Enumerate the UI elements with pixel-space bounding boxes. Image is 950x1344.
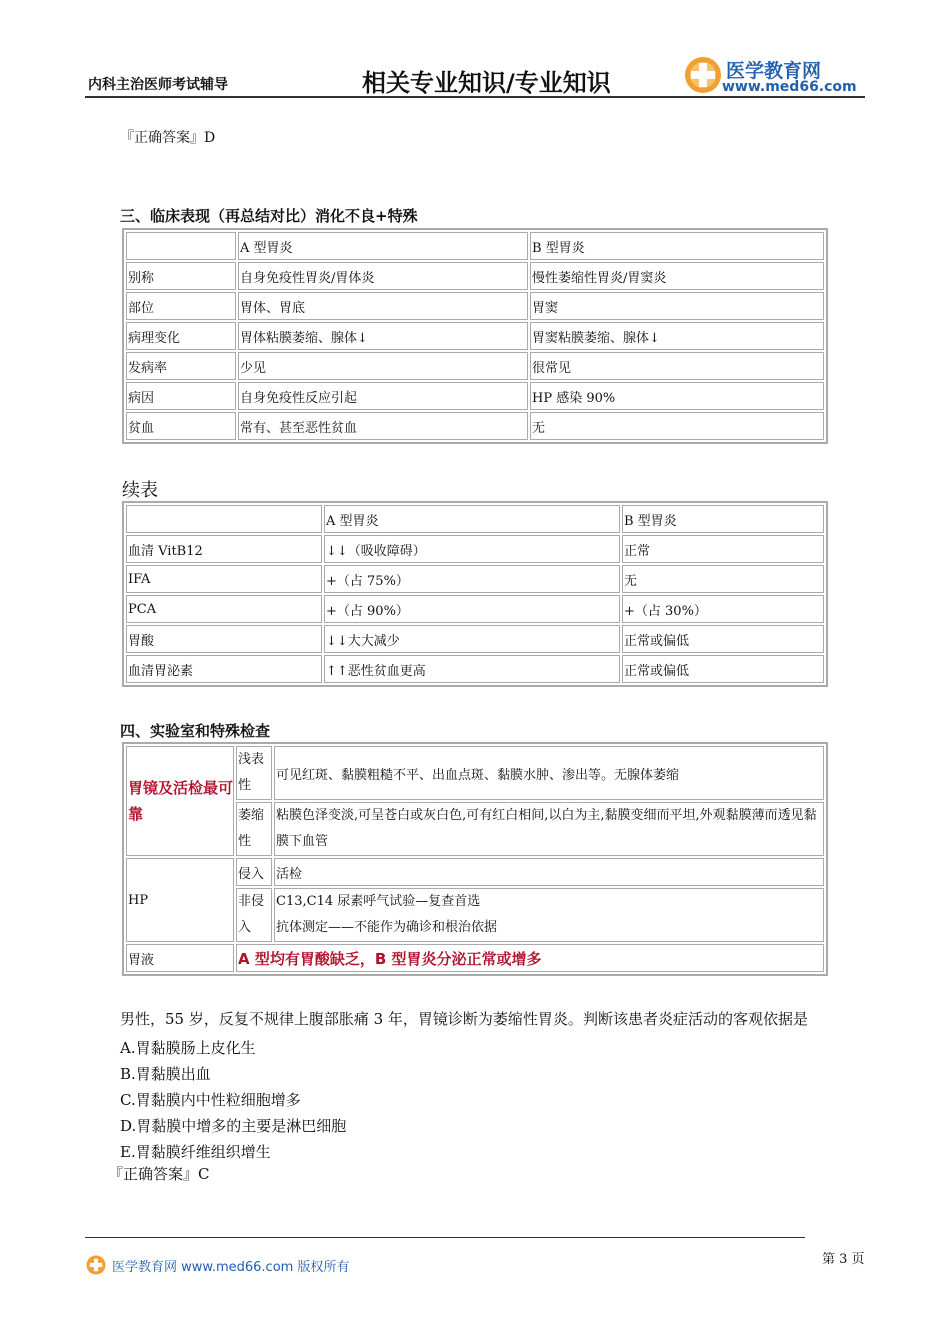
gastric-juice-text: A 型均有胃酸缺乏，B 型胃炎分泌正常或增多 (236, 944, 824, 972)
table-row (126, 412, 824, 440)
table-cell: 活检 (274, 858, 824, 886)
previous-answer: 『正确答案』D (120, 130, 216, 146)
row-label: 部位 (126, 292, 236, 320)
lab-tests-table (122, 742, 828, 976)
table-cell: 慢性萎缩性胃炎/胃窦炎 (530, 262, 824, 290)
row-label: 血清胃泌素 (126, 655, 322, 683)
row-label: 胃酸 (126, 625, 322, 653)
table-row (126, 352, 824, 380)
table-cell: +（占 90%） (324, 595, 620, 623)
header-title: 相关专业知识/专业知识 (362, 69, 611, 97)
row-label: IFA (126, 565, 322, 593)
logo-url[interactable]: www.med66.com (722, 79, 857, 95)
table-header-cell: B 型胃炎 (622, 505, 824, 533)
question-options (120, 1035, 346, 1165)
table-cell: 无 (530, 412, 824, 440)
table-row (126, 322, 824, 350)
table-row (126, 565, 824, 593)
row-label: 病因 (126, 382, 236, 410)
header-course-label: 内科主治医师考试辅导 (88, 77, 228, 93)
table-row (126, 746, 824, 800)
table-row (126, 858, 824, 886)
hp-method-line: C13,C14 尿素呼气试验—复查首选 (276, 894, 481, 909)
table-cell: 常有、甚至恶性贫血 (238, 412, 528, 440)
table-header-cell: A 型胃炎 (324, 505, 620, 533)
table-cell: HP 感染 90% (530, 382, 824, 410)
table-cell: 可见红斑、黏膜粗糙不平、出血点斑、黏膜水肿、渗出等。无腺体萎缩 (274, 746, 824, 800)
subtype-label: 非侵入 (236, 888, 272, 942)
page-number: 第 3 页 (822, 1252, 865, 1267)
row-label: 病理变化 (126, 322, 236, 350)
row-label: 血清 VitB12 (126, 535, 322, 563)
table-row (126, 595, 824, 623)
hp-method-line: 抗体测定——不能作为确诊和根治依据 (276, 920, 498, 935)
table-cell: 正常或偏低 (622, 625, 824, 653)
row-label: 发病率 (126, 352, 236, 380)
table-cell (126, 232, 236, 260)
table-row (126, 655, 824, 683)
table-cell: 自身免疫性反应引起 (238, 382, 528, 410)
hp-label: HP (126, 858, 234, 942)
endoscopy-label: 胃镜及活检最可靠 (126, 746, 234, 856)
table-header-cell: B 型胃炎 (530, 232, 824, 260)
table-row (126, 944, 824, 972)
table-header-cell: A 型胃炎 (238, 232, 528, 260)
table-cell (274, 888, 824, 942)
table-cell: 胃体粘膜萎缩、腺体↓ (238, 322, 528, 350)
question-answer: 『正确答案』C (108, 1165, 210, 1183)
header-rule (85, 96, 865, 98)
table-row (126, 292, 824, 320)
table-cell: 胃窦粘膜萎缩、腺体↓ (530, 322, 824, 350)
gastric-juice-label: 胃液 (126, 944, 234, 972)
table-cell: +（占 30%） (622, 595, 824, 623)
row-label: 别称 (126, 262, 236, 290)
row-label: 贫血 (126, 412, 236, 440)
table-cell: ↑↑恶性贫血更高 (324, 655, 620, 683)
subtype-label: 侵入 (236, 858, 272, 886)
site-logo[interactable] (684, 56, 864, 96)
table-cell: 胃体、胃底 (238, 292, 528, 320)
footer-copyright: 医学教育网 www.med66.com 版权所有 (112, 1260, 350, 1275)
section-3-title: 三、临床表现（再总结对比）消化不良+特殊 (120, 207, 418, 225)
table-cell: 无 (622, 565, 824, 593)
continued-comparison-table (122, 501, 828, 687)
table-header-row (126, 505, 824, 533)
table-cell: +（占 75%） (324, 565, 620, 593)
table-cell (126, 505, 322, 533)
plus-cross-logo-icon (86, 1255, 106, 1275)
table-row (126, 262, 824, 290)
table-cell: 自身免疫性胃炎/胃体炎 (238, 262, 528, 290)
subtype-label: 浅表性 (236, 746, 272, 800)
question-stem: 男性，55 岁，反复不规律上腹部胀痛 3 年，胃镜诊断为萎缩性胃炎。判断该患者炎症活动的客观依据是 (120, 1010, 808, 1028)
section-4-title: 四、实验室和特殊检查 (120, 722, 271, 740)
footer-rule (85, 1237, 805, 1238)
table-cell: 正常 (622, 535, 824, 563)
option-c: C.胃黏膜内中性粒细胞增多 (120, 1091, 301, 1109)
table-row (126, 625, 824, 653)
comparison-table (122, 228, 828, 444)
table-cell: 很常见 (530, 352, 824, 380)
logo-text: 医学教育网 (726, 60, 822, 82)
table-cell: 粘膜色泽变淡,可呈苍白或灰白色,可有红白相间,以白为主,黏膜变细而平坦,外观黏膜薄而透见黏膜下血管 (274, 802, 824, 856)
option-d: D.胃黏膜中增多的主要是淋巴细胞 (120, 1117, 347, 1135)
table-row (126, 535, 824, 563)
table-row (126, 382, 824, 410)
table-header-row (126, 232, 824, 260)
option-e: E.胃黏膜纤维组织增生 (120, 1143, 271, 1161)
option-b: B.胃黏膜出血 (120, 1065, 211, 1083)
table-cell: ↓↓大大减少 (324, 625, 620, 653)
plus-cross-logo-icon (684, 56, 722, 94)
continued-table-label: 续表 (122, 480, 158, 501)
table-cell: 少见 (238, 352, 528, 380)
table-cell: 正常或偏低 (622, 655, 824, 683)
option-a: A.胃黏膜肠上皮化生 (120, 1039, 256, 1057)
subtype-label: 萎缩性 (236, 802, 272, 856)
table-cell: ↓↓（吸收障碍） (324, 535, 620, 563)
table-cell: 胃窦 (530, 292, 824, 320)
row-label: PCA (126, 595, 322, 623)
